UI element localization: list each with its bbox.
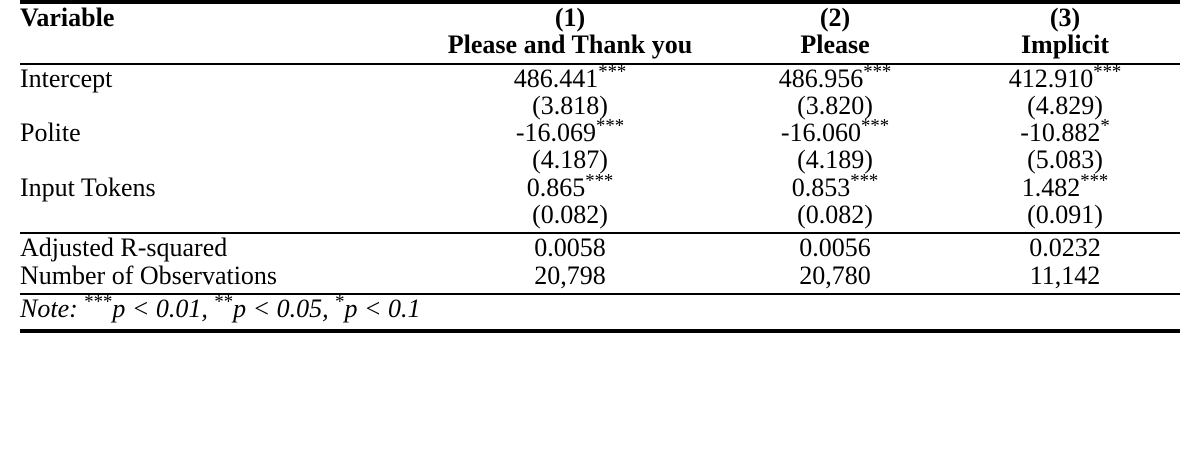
se-value-polite-c1: (4.187)	[532, 145, 608, 175]
se-value-input-tokens-c2: (0.082)	[797, 200, 873, 230]
coef-value-polite-c1	[420, 115, 720, 148]
table-row	[20, 262, 1180, 289]
table-row	[20, 234, 1180, 261]
note-term-1: p < 0.01,	[112, 293, 208, 323]
se-label-input-tokens	[20, 201, 420, 228]
coef-number: 0.865	[526, 172, 586, 202]
stat-label-adjusted-r-squared: Adjusted R-squared	[20, 233, 228, 263]
coef-value-polite-c3	[950, 115, 1180, 148]
coef-number: 412.910	[1008, 63, 1094, 93]
significance-stars: ***	[861, 115, 890, 137]
table-row	[20, 119, 1180, 146]
coef-value-input-tokens-c2	[720, 170, 950, 202]
note-term-2: p < 0.05,	[233, 293, 329, 323]
significance-stars: ***	[863, 60, 892, 82]
coef-number: -10.882	[1020, 118, 1101, 148]
stat-value-number-of-observations-c3: 11,142	[1029, 260, 1101, 290]
coef-value-intercept-c1	[420, 60, 720, 93]
se-label-intercept	[20, 92, 420, 119]
note-bottom-spacer	[20, 322, 1180, 331]
header-variable-label: Variable	[20, 3, 115, 32]
coef-number: 1.482	[1021, 172, 1081, 202]
coef-label-polite: Polite	[20, 118, 81, 148]
coef-number: -16.069	[515, 118, 597, 148]
significance-stars: ***	[598, 60, 627, 82]
significance-stars: ***	[585, 170, 614, 192]
header-column-2-number: (2)	[819, 3, 851, 32]
se-value-polite-c3: (5.083)	[1027, 145, 1103, 175]
se-value-intercept-c1: (3.818)	[532, 90, 608, 120]
table-row	[20, 65, 1180, 92]
coef-value-input-tokens-c1	[420, 170, 720, 202]
stat-value-number-of-observations-c2: 20,780	[799, 260, 871, 290]
header-row-numbers	[20, 4, 1180, 31]
header-row-names	[20, 31, 1180, 58]
se-value-intercept-c3: (4.829)	[1027, 90, 1103, 120]
header-column-2-name: Please	[800, 30, 870, 60]
significance-stars: ***	[596, 115, 625, 137]
table-row-se	[20, 201, 1180, 228]
table-row	[20, 174, 1180, 201]
table-note	[20, 291, 1180, 323]
coef-number: 486.441	[513, 63, 599, 93]
significance-stars: ***	[1093, 60, 1122, 82]
coef-value-intercept-c3	[950, 60, 1180, 93]
note-stars-3: *	[335, 291, 345, 313]
stat-value-adjusted-r-squared-c2: 0.0056	[799, 233, 871, 263]
significance-stars: ***	[850, 170, 879, 192]
header-variable-spacer	[20, 31, 420, 58]
coef-label-intercept: Intercept	[20, 63, 113, 93]
regression-table	[20, 0, 1180, 333]
se-label-polite	[20, 146, 420, 173]
note-label: Note:	[20, 293, 78, 323]
stat-value-number-of-observations-c1: 20,798	[534, 260, 606, 290]
coef-value-intercept-c2	[720, 60, 950, 93]
header-column-3-name: Implicit	[1020, 30, 1110, 60]
coef-value-polite-c2	[720, 115, 950, 148]
coef-number: -16.060	[780, 118, 862, 148]
note-term-3: p < 0.1	[344, 293, 421, 323]
rule-bottom	[20, 331, 1180, 333]
stat-label-number-of-observations: Number of Observations	[20, 260, 278, 290]
significance-stars: *	[1100, 115, 1110, 137]
se-value-input-tokens-c3: (0.091)	[1027, 200, 1103, 230]
se-value-intercept-c2: (3.820)	[797, 90, 873, 120]
header-column-1-number: (1)	[554, 3, 586, 32]
significance-stars: ***	[1080, 170, 1109, 192]
se-value-polite-c2: (4.189)	[797, 145, 873, 175]
stat-value-adjusted-r-squared-c3: 0.0232	[1029, 233, 1101, 263]
coef-value-input-tokens-c3	[950, 170, 1180, 202]
table-note-row	[20, 295, 1180, 322]
header-column-3-number: (3)	[1049, 3, 1081, 32]
se-value-input-tokens-c1: (0.082)	[532, 200, 608, 230]
note-stars-2: **	[214, 291, 234, 313]
coef-number: 0.853	[791, 172, 851, 202]
coef-label-input-tokens: Input Tokens	[20, 172, 156, 202]
stat-value-adjusted-r-squared-c1: 0.0058	[534, 233, 606, 263]
coef-number: 486.956	[778, 63, 864, 93]
header-column-1-name: Please and Thank you	[447, 30, 693, 60]
note-stars-1: ***	[84, 291, 113, 313]
